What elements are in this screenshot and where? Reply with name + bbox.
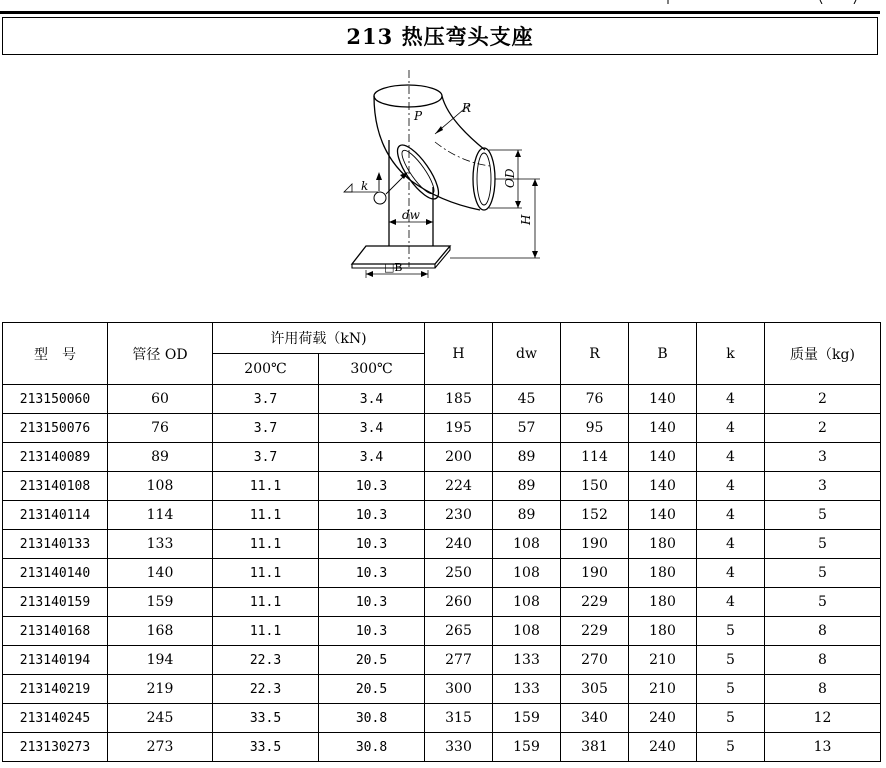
table-cell: 4	[697, 559, 765, 588]
table-cell: 2	[765, 385, 881, 414]
table-cell: 3.4	[319, 385, 425, 414]
table-cell: 229	[561, 588, 629, 617]
table-cell: 5	[697, 733, 765, 762]
table-cell: 4	[697, 414, 765, 443]
table-row	[3, 588, 881, 617]
table-cell: 213150060	[3, 385, 108, 414]
table-cell: 219	[108, 675, 213, 704]
table-cell: 13	[765, 733, 881, 762]
table-cell: 11.1	[213, 472, 319, 501]
table-cell: 340	[561, 704, 629, 733]
table-cell: 114	[561, 443, 629, 472]
spec-table	[2, 322, 881, 762]
table-cell: 11.1	[213, 530, 319, 559]
table-cell: 224	[425, 472, 493, 501]
table-cell: 152	[561, 501, 629, 530]
label-b: □B	[384, 261, 403, 274]
table-cell: 213140159	[3, 588, 108, 617]
table-row	[3, 414, 881, 443]
table-row	[3, 559, 881, 588]
table-cell: 22.3	[213, 646, 319, 675]
table-cell: 5	[697, 646, 765, 675]
table-cell: 76	[108, 414, 213, 443]
table-cell: 4	[697, 530, 765, 559]
table-cell: 180	[629, 530, 697, 559]
table-cell: 3.7	[213, 385, 319, 414]
table-cell: 180	[629, 617, 697, 646]
table-cell: 277	[425, 646, 493, 675]
table-cell: 213140168	[3, 617, 108, 646]
table-cell: 213140140	[3, 559, 108, 588]
table-cell: 133	[493, 675, 561, 704]
table-cell: 150	[561, 472, 629, 501]
table-cell: 5	[765, 588, 881, 617]
table-cell: 89	[493, 472, 561, 501]
table-cell: 133	[493, 646, 561, 675]
header-b: B	[629, 323, 697, 385]
table-cell: 3	[765, 472, 881, 501]
header-model: 型 号	[3, 323, 108, 385]
table-cell: 10.3	[319, 559, 425, 588]
table-cell: 230	[425, 501, 493, 530]
table-cell: 330	[425, 733, 493, 762]
header-dw: dw	[493, 323, 561, 385]
table-cell: 20.5	[319, 675, 425, 704]
table-cell: 159	[493, 704, 561, 733]
table-cell: 140	[108, 559, 213, 588]
label-od: OD	[503, 168, 517, 188]
table-cell: 159	[108, 588, 213, 617]
table-cell: 210	[629, 675, 697, 704]
label-r: R	[462, 101, 472, 115]
table-cell: 213130273	[3, 733, 108, 762]
table-cell: 8	[765, 646, 881, 675]
table-cell: 265	[425, 617, 493, 646]
table-cell: 213140219	[3, 675, 108, 704]
table-row	[3, 617, 881, 646]
table-cell: 4	[697, 501, 765, 530]
header-200c: 200℃	[213, 354, 319, 385]
label-dw: dw	[402, 208, 420, 222]
table-cell: 11.1	[213, 617, 319, 646]
table-cell: 213140108	[3, 472, 108, 501]
table-cell: 12	[765, 704, 881, 733]
table-cell: 213140194	[3, 646, 108, 675]
table-cell: 159	[493, 733, 561, 762]
elbow-support-diagram	[330, 62, 560, 292]
table-cell: 381	[561, 733, 629, 762]
table-cell: 5	[765, 559, 881, 588]
label-k: k	[361, 179, 369, 193]
table-cell: 190	[561, 559, 629, 588]
table-cell: 22.3	[213, 675, 319, 704]
table-cell: 213150076	[3, 414, 108, 443]
header-300c: 300℃	[319, 354, 425, 385]
table-cell: 300	[425, 675, 493, 704]
table-cell: 3.4	[319, 443, 425, 472]
table-cell: 33.5	[213, 704, 319, 733]
table-cell: 245	[108, 704, 213, 733]
table-cell: 315	[425, 704, 493, 733]
table-cell: 180	[629, 588, 697, 617]
label-h: H	[519, 214, 533, 225]
table-cell: 20.5	[319, 646, 425, 675]
table-cell: 5	[697, 675, 765, 704]
table-cell: 4	[697, 472, 765, 501]
table-cell: 140	[629, 501, 697, 530]
table-cell: 5	[697, 617, 765, 646]
table-cell: 3.4	[319, 414, 425, 443]
table-cell: 229	[561, 617, 629, 646]
page-title	[2, 17, 878, 55]
table-cell: 194	[108, 646, 213, 675]
table-cell: 89	[493, 501, 561, 530]
table-cell: 133	[108, 530, 213, 559]
table-row	[3, 646, 881, 675]
table-cell: 10.3	[319, 617, 425, 646]
table-cell: 168	[108, 617, 213, 646]
table-cell: 10.3	[319, 588, 425, 617]
table-cell: 10.3	[319, 501, 425, 530]
table-cell: 108	[108, 472, 213, 501]
spec-table-body	[3, 385, 881, 762]
table-row	[3, 733, 881, 762]
table-cell: 273	[108, 733, 213, 762]
table-cell: 3.7	[213, 443, 319, 472]
table-cell: 240	[629, 733, 697, 762]
table-cell: 140	[629, 443, 697, 472]
table-cell: 10.3	[319, 472, 425, 501]
page-title-text: 213 热压弯头支座	[346, 24, 534, 49]
table-cell: 210	[629, 646, 697, 675]
table-row	[3, 675, 881, 704]
table-cell: 195	[425, 414, 493, 443]
header-mass: 质量（kg)	[765, 323, 881, 385]
table-cell: 108	[493, 588, 561, 617]
header-h: H	[425, 323, 493, 385]
table-cell: 108	[493, 559, 561, 588]
header-r: R	[561, 323, 629, 385]
table-row	[3, 501, 881, 530]
table-cell: 305	[561, 675, 629, 704]
table-cell: 5	[765, 501, 881, 530]
table-cell: 108	[493, 530, 561, 559]
table-cell: 60	[108, 385, 213, 414]
header-load: 许用荷载（kN)	[213, 323, 425, 354]
table-cell: 213140089	[3, 443, 108, 472]
table-row	[3, 704, 881, 733]
label-p: P	[414, 109, 423, 123]
table-cell: 108	[493, 617, 561, 646]
table-cell: 30.8	[319, 733, 425, 762]
table-cell: 270	[561, 646, 629, 675]
table-cell: 140	[629, 472, 697, 501]
table-cell: 95	[561, 414, 629, 443]
table-cell: 89	[493, 443, 561, 472]
table-row	[3, 530, 881, 559]
table-cell: 250	[425, 559, 493, 588]
table-cell: 213140245	[3, 704, 108, 733]
table-cell: 57	[493, 414, 561, 443]
table-cell: 4	[697, 588, 765, 617]
table-cell: 10.3	[319, 530, 425, 559]
table-cell: 11.1	[213, 501, 319, 530]
table-cell: 180	[629, 559, 697, 588]
table-cell: 140	[629, 414, 697, 443]
header-k: k	[697, 323, 765, 385]
table-cell: 3	[765, 443, 881, 472]
table-cell: 5	[765, 530, 881, 559]
table-cell: 45	[493, 385, 561, 414]
table-cell: 200	[425, 443, 493, 472]
table-cell: 213140114	[3, 501, 108, 530]
table-cell: 11.1	[213, 559, 319, 588]
table-cell: 4	[697, 443, 765, 472]
table-cell: 2	[765, 414, 881, 443]
table-cell: 240	[629, 704, 697, 733]
header-rule	[0, 11, 880, 14]
header-od: 管径 OD	[108, 323, 213, 385]
table-cell: 11.1	[213, 588, 319, 617]
table-cell: 4	[697, 385, 765, 414]
table-row	[3, 385, 881, 414]
table-cell: 185	[425, 385, 493, 414]
table-cell: 33.5	[213, 733, 319, 762]
table-cell: 5	[697, 704, 765, 733]
table-cell: 213140133	[3, 530, 108, 559]
table-cell: 190	[561, 530, 629, 559]
table-cell: 260	[425, 588, 493, 617]
table-cell: 76	[561, 385, 629, 414]
table-cell: 8	[765, 675, 881, 704]
table-cell: 30.8	[319, 704, 425, 733]
page-top-marks	[0, 0, 886, 4]
table-row	[3, 443, 881, 472]
table-cell: 3.7	[213, 414, 319, 443]
table-cell: 8	[765, 617, 881, 646]
table-cell: 140	[629, 385, 697, 414]
table-row	[3, 472, 881, 501]
table-cell: 89	[108, 443, 213, 472]
table-cell: 240	[425, 530, 493, 559]
table-cell: 114	[108, 501, 213, 530]
